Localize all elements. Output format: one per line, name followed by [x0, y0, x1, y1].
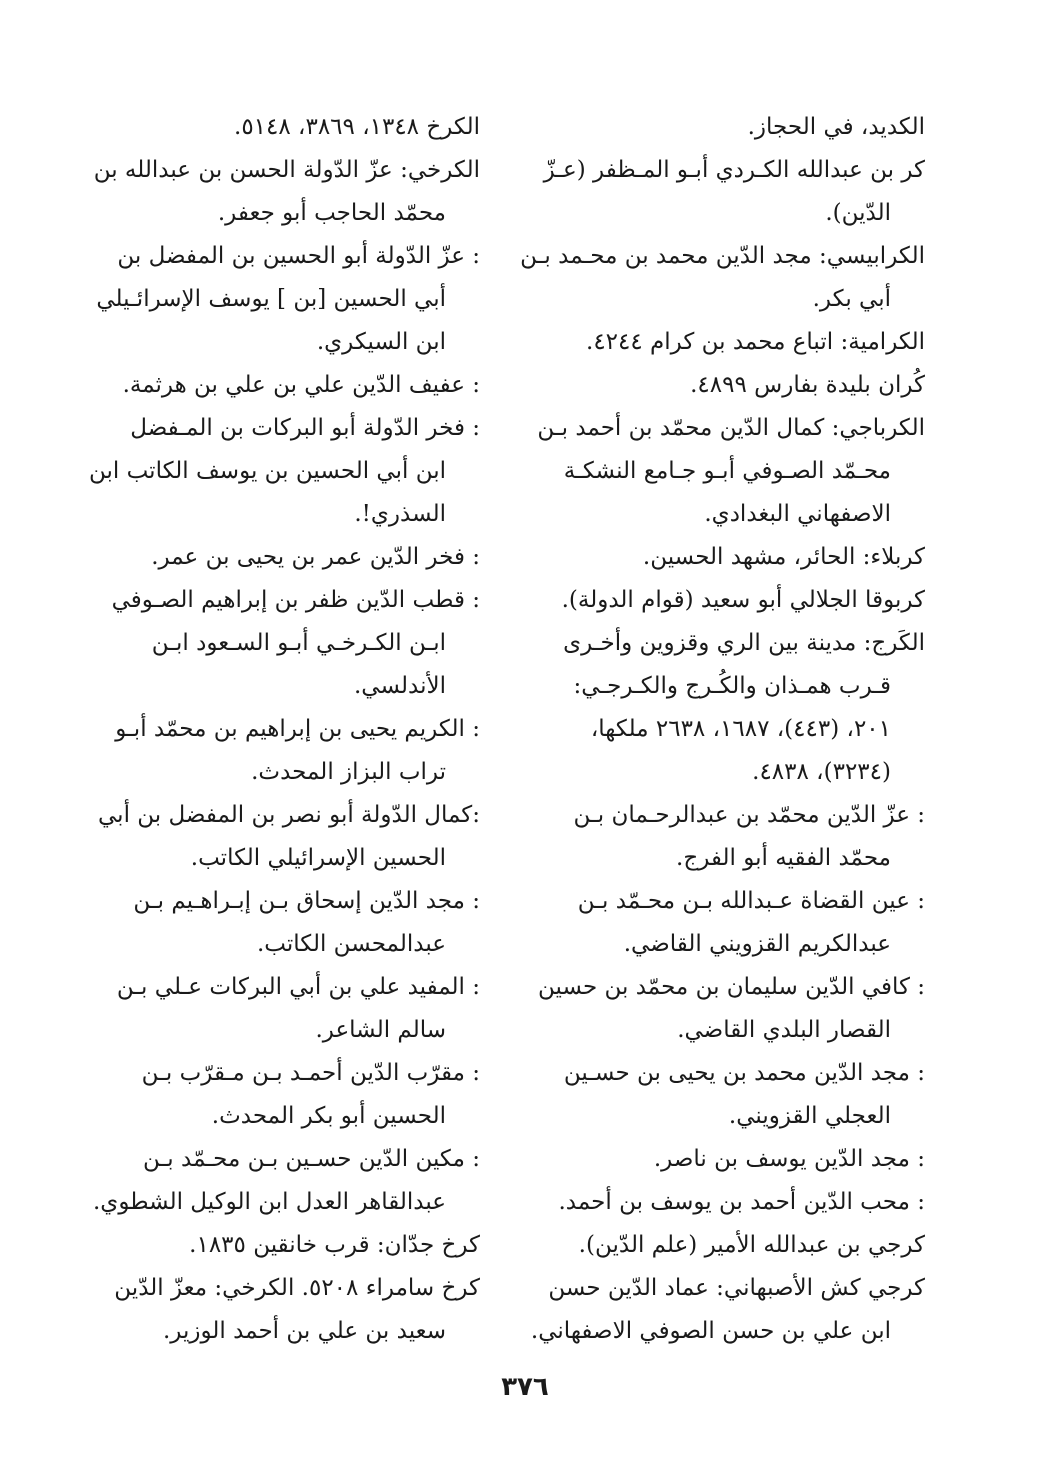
- entry-line: : مقرّب الدّين أحمـد بـن مـقرّب بـن: [141, 1060, 480, 1086]
- entry-line: أبي الحسين [بن ] يوسف الإسرائـيلي: [96, 286, 446, 312]
- entry-line: : الكريم يحيى بن إبراهيم بن محمّد أبـو: [115, 716, 480, 742]
- entry-line: (٣٢٣٤)، ٤٨٣٨.: [752, 759, 891, 785]
- entry-line: محمّد الفقيه أبو الفرج.: [676, 845, 891, 871]
- entry-line: : مكين الدّين حسـين بـن محـمّد بـن: [143, 1146, 480, 1172]
- entry-line: كرخ جدّان: قرب خانقين ١٨٣٥.: [189, 1232, 480, 1258]
- right-column: [520, 106, 925, 1353]
- entry-line: أبي بكر.: [812, 286, 891, 312]
- entry-line: العجلي القزويني.: [728, 1103, 891, 1129]
- entry-line: : مجد الدّين إسحاق بـن إبـراهـيم بـن: [133, 888, 480, 914]
- entry-line: الأندلسي.: [354, 673, 446, 699]
- entry-line: كرخ سامراء ٥٢٠٨. الكرخي: معزّ الدّين: [114, 1275, 480, 1301]
- left-column: [88, 106, 480, 1353]
- entry-line: : فخر الدّولة أبو البركات بن المـفضل: [130, 415, 480, 441]
- entry-line: السذري!.: [354, 501, 446, 527]
- entry-line: كربوقا الجلالي أبو سعيد (قوام الدولة).: [561, 587, 925, 613]
- entry-line: : مجد الدّين يوسف بن ناصر.: [653, 1146, 925, 1172]
- entry-line: : المفيد علي بن أبي البركات عـلي بـن: [116, 974, 480, 1000]
- entry-line: الكَرج: مدينة بين الري وقزوين وأخـرى: [563, 630, 925, 656]
- entry-line: القصار البلدي القاضي.: [677, 1017, 891, 1043]
- entry-line: تراب البزاز المحدث.: [251, 759, 446, 785]
- entry-line: الحسين الإسرائيلي الكاتب.: [190, 845, 446, 871]
- entry-line: : مجد الدّين محمد بن يحيى بن حسـين: [563, 1060, 925, 1086]
- entry-line: ابن علي بن حسن الصوفي الاصفهاني.: [530, 1318, 891, 1344]
- page-number: ٣٧٦: [501, 1372, 549, 1402]
- entry-line: الكرابيسي: مجد الدّين محمد بن محـمد بـن: [520, 243, 925, 269]
- entry-line: محـمّد الصـوفي أبـو جـامع النشكـة: [563, 458, 891, 484]
- entry-line: الدّين).: [825, 200, 891, 226]
- entry-line: ابن أبي الحسين بن يوسف الكاتب ابن: [88, 458, 446, 484]
- entry-line: الكرامية: اتباع محمد بن كرام ٤٢٤٤.: [586, 329, 925, 355]
- entry-line: : كافي الدّين سليمان بن محمّد بن حسين: [538, 974, 925, 1000]
- entry-line: : عفيف الدّين علي بن علي بن هرثمة.: [122, 372, 480, 398]
- entry-line: كرجي بن عبدالله الأمير (علم الدّين).: [578, 1232, 925, 1258]
- entry-line: الحسين أبو بكر المحدث.: [211, 1103, 446, 1129]
- entry-line: الاصفهاني البغدادي.: [704, 501, 891, 527]
- entry-line: محمّد الحاجب أبو جعفر.: [217, 200, 446, 226]
- entry-line: : عين القضاة عـبدالله بـن محـمّد بـن: [577, 888, 925, 914]
- entry-line: عبدالكريم القزويني القاضي.: [623, 931, 891, 957]
- entry-line: :كمال الدّولة أبو نصر بن المفضل بن أبي: [98, 802, 480, 828]
- entry-line: : فخر الدّين عمر بن يحيى بن عمر.: [151, 544, 480, 570]
- entry-line: سالم الشاعر.: [315, 1017, 446, 1043]
- entry-line: كرجي كش الأصبهاني: عماد الدّين حسن: [548, 1275, 925, 1301]
- entry-line: الكرخ ١٣٤٨، ٣٨٦٩، ٥١٤٨.: [234, 114, 480, 140]
- entry-line: عبدالمحسن الكاتب.: [256, 931, 446, 957]
- entry-line: ٢٠١، (٤٤٣)، ١٦٨٧، ٢٦٣٨ ملكها،: [590, 716, 891, 742]
- entry-line: الكرخي: عزّ الدّولة الحسن بن عبدالله بن: [93, 157, 480, 183]
- entry-line: ابـن الكـرخـي أبـو السـعود ابـن: [151, 630, 446, 656]
- entry-line: سعيد بن علي بن أحمد الوزير.: [162, 1318, 446, 1344]
- entry-line: : محب الدّين أحمد بن يوسف بن أحمد.: [558, 1189, 925, 1215]
- entry-line: الكديد، في الحجاز.: [747, 114, 925, 140]
- entry-line: الكرباجي: كمال الدّين محمّد بن أحمد بـن: [537, 415, 925, 441]
- entry-line: قـرب همـذان والكُـرج والكـرجـي:: [573, 673, 891, 699]
- entry-line: عبدالقاهر العدل ابن الوكيل الشطوي.: [93, 1189, 446, 1215]
- entry-line: : عزّ الدّين محمّد بن عبدالرحـمان بـن: [573, 802, 925, 828]
- entry-line: : عزّ الدّولة أبو الحسين بن المفضل بن: [117, 243, 480, 269]
- entry-line: كُران بليدة بفارس ٤٨٩٩.: [690, 372, 925, 398]
- entry-line: : قطب الدّين ظفر بن إبراهيم الصـوفي: [111, 587, 480, 613]
- entry-line: كربلاء: الحائر، مشهد الحسين.: [642, 544, 925, 570]
- entry-line: ابن السيكري.: [316, 329, 446, 355]
- entry-line: كر بن عبدالله الكـردي أبـو المـظفر (عـزّ: [543, 157, 925, 183]
